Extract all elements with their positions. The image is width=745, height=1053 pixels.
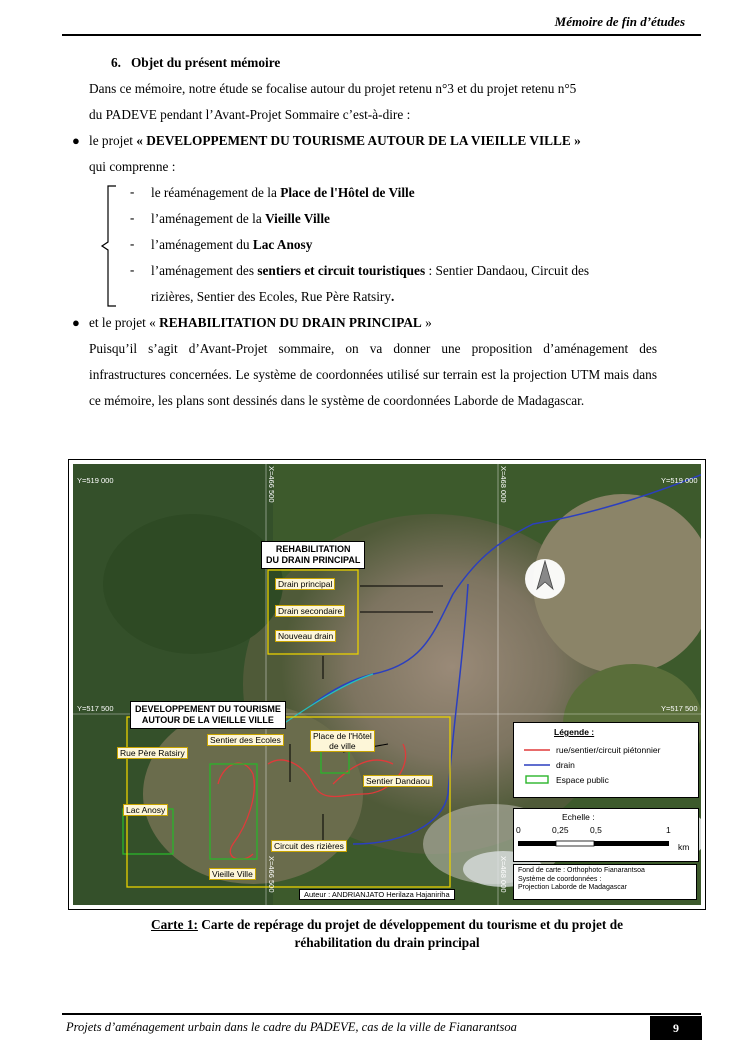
bullet-dot: ● [72,133,80,148]
source-line: Système de coordonnées : [518,875,602,883]
coord-label: Y=519 000 [661,476,698,485]
sub-item-bold: Lac Anosy [252,237,313,252]
dash-marker: - [130,236,135,251]
sub-item-continuation [151,288,394,306]
bullet-2 [89,314,432,332]
coord-label-vertical: X=466 500 [267,856,276,893]
map-legend [513,722,699,798]
map-label-vieille-ville: Vieille Ville [209,868,256,880]
source-line: Fond de carte : Orthophoto Fianarantsoa [518,867,645,874]
sub-item-continuation-text: rizières, Sentier des Ecoles, Rue Père Ratsiry [151,289,392,304]
bullet-2-bold: REHABILITATION DU DRAIN PRINCIPAL [159,315,422,330]
page-number: 9 [650,1016,702,1040]
bullet-2-prefix: et le projet « [89,315,160,330]
legend-title: Légende : [554,727,595,737]
scale-bar [518,839,670,849]
legend-item: Espace public [556,775,609,785]
legend-rect-green [526,776,548,783]
sub-item-text: le réaménagement de la [151,185,281,200]
brace-icon [98,184,118,308]
coord-label-vertical: X=466 500 [267,466,276,503]
dash-marker: - [130,262,135,277]
legend-item: rue/sentier/circuit piétonnier [556,745,661,755]
legend-item: drain [556,760,575,770]
bullet-1-bold: « DEVELOPPEMENT DU TOURISME AUTOUR DE LA VIEILLE VILLE » [136,133,581,148]
body-paragraph: Puisqu’il s’agit d’Avant-Projet sommaire, on va donner une proposition d’aménagement des infrastructures concernées. Le système de coordonnées utilisé sur terrain est la projection UTM mais dans ce mémoire, les plans sont dessinés dans le système de coordonnées Laborde de Madagascar. [89,341,657,408]
bullet-2-suffix: » [421,315,432,330]
sub-item-text: l’aménagement de la [151,211,266,226]
map-label-drain-principal: Drain principal [275,578,335,590]
map-label-sentier-ecoles: Sentier des Ecoles [207,734,284,746]
map-label-nouveau-drain: Nouveau drain [275,630,336,642]
bullet-1 [89,132,581,150]
map-label-sentier-dandaou: Sentier Dandaou [363,775,433,787]
sub-item [151,262,589,280]
map-source [513,864,697,900]
map-label-place-hotel-de-ville: Place de l'Hôtel de ville [310,730,375,752]
coord-label: Y=517 500 [77,704,114,713]
map-label-rue-pere-ratsiry: Rue Père Ratsiry [117,747,188,759]
sub-item-period: . [391,289,395,304]
scale-tick: 1 [666,825,671,835]
sub-item [151,210,330,228]
section-number: 6. [111,55,121,70]
coord-label: Y=519 000 [77,476,114,485]
sub-item [151,184,415,202]
coord-label-vertical: X=468 000 [499,466,508,503]
intro-line-2: du PADEVE pendant l’Avant-Projet Sommaire c’est-à-dire : [89,107,411,122]
sub-item-text: l’aménagement du [151,237,253,252]
caption-label: Carte 1: [151,917,198,932]
dash-marker: - [130,184,135,199]
bullet-dot: ● [72,315,80,330]
caption-text: Carte de repérage du projet de développement du tourisme et du projet de [197,917,623,932]
orthophoto-map [68,459,706,910]
map-label-drain-secondaire: Drain secondaire [275,605,345,617]
coord-label-vertical: X=468 000 [499,856,508,893]
scale-unit: km [678,842,690,852]
running-header: Mémoire de fin d’études [554,14,685,29]
bullet-1-continuation: qui comprenne : [89,159,176,174]
sub-item-post: : Sentier Dandaou, Circuit des [425,263,590,278]
sub-item-bold: sentiers et circuit touristiques [257,263,426,278]
section-title: Objet du présent mémoire [130,55,281,70]
map-caption [68,916,706,952]
tourism-project-title: DEVELOPPEMENT DU TOURISME AUTOUR DE LA VIEILLE VILLE [130,701,286,729]
dash-marker: - [130,210,135,225]
scale-tick: 0,25 [552,825,569,835]
drain-project-title: REHABILITATION DU DRAIN PRINCIPAL [261,541,365,569]
map-label-circuit-rizieres: Circuit des rizières [271,840,347,852]
map-label-lac-anosy: Lac Anosy [123,804,168,816]
sub-item [151,236,312,254]
coord-label: Y=517 500 [661,704,698,713]
intro-line-1: Dans ce mémoire, notre étude se focalise autour du projet retenu n°3 et du projet retenu n°5 [89,81,577,96]
map-author: Auteur : ANDRIANJATO Herilaza Hajaniriha [299,889,455,900]
map-scale [513,808,699,862]
sub-item-text: l’aménagement des [151,263,258,278]
footer-rule [62,1013,701,1015]
header-rule [62,34,701,36]
scale-tick: 0 [516,825,521,835]
bullet-1-prefix: le projet [89,133,137,148]
scale-tick: 0,5 [590,825,602,835]
sub-item-bold: Place de l'Hôtel de Ville [280,185,415,200]
scale-title: Echelle : [562,812,595,822]
footer-text: Projets d’aménagement urbain dans le cadre du PADEVE, cas de la ville de Fianarantsoa [66,1020,517,1034]
sub-item-bold: Vieille Ville [265,211,330,226]
caption-line-2: réhabilitation du drain principal [294,935,480,950]
legend-symbols [522,745,552,785]
section-heading [111,54,280,72]
source-line: Projection Laborde de Madagascar [518,884,627,891]
map-canvas [73,464,701,905]
